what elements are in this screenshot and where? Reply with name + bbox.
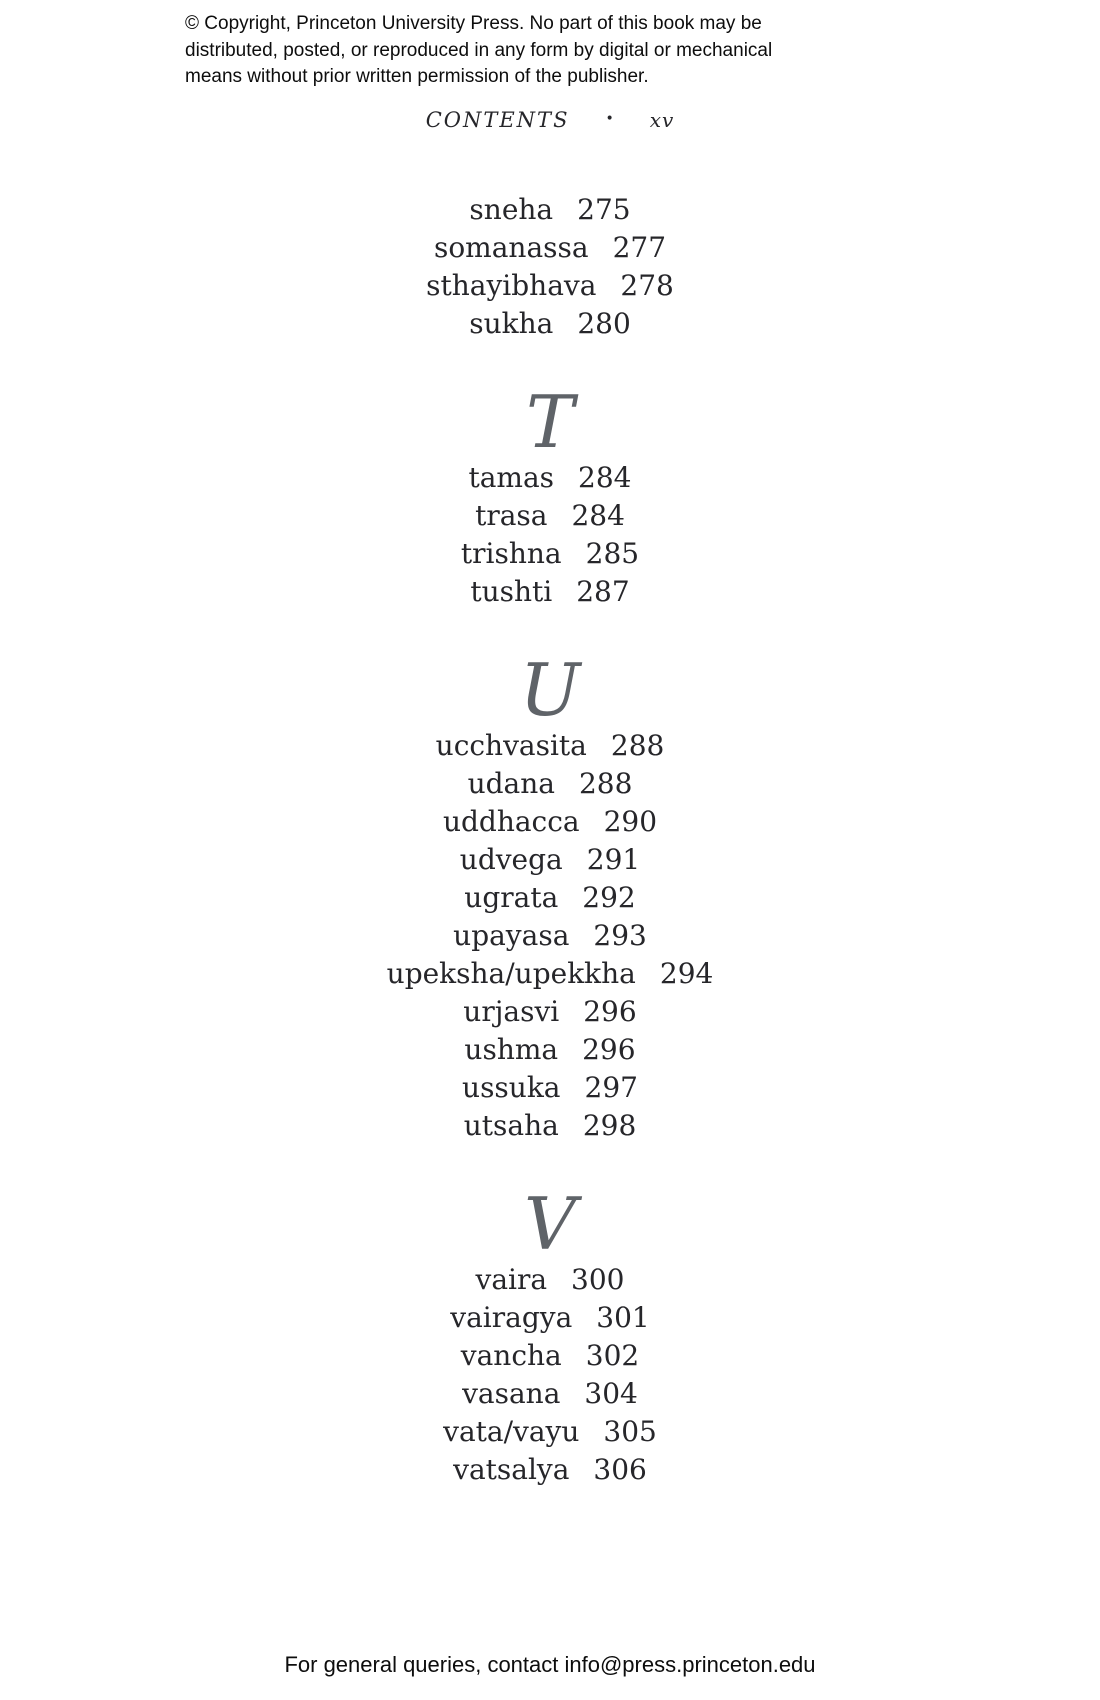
entry-page-number: 298 <box>582 1109 637 1142</box>
toc-entry <box>0 727 1100 765</box>
entry-page-number: 297 <box>584 1071 638 1104</box>
section-letter: V <box>524 1182 576 1266</box>
entry-term: vaira <box>475 1263 548 1296</box>
toc-entry <box>0 1299 1100 1337</box>
toc-entry <box>0 573 1100 611</box>
entry-term: vatsalya <box>453 1453 570 1486</box>
entry-term: utsaha <box>463 1109 559 1142</box>
page-number-roman: xv <box>649 108 675 132</box>
entry-page-number: 277 <box>612 231 667 264</box>
entry-term: vasana <box>462 1377 561 1410</box>
entry-term: vairagya <box>450 1301 573 1334</box>
entry-page-number: 285 <box>585 537 640 570</box>
toc-entry <box>0 191 1100 229</box>
entry-term: urjasvi <box>463 995 560 1028</box>
entry-page-number: 288 <box>610 729 665 762</box>
entry-term: ucchvasita <box>435 729 587 762</box>
entry-page-number: 296 <box>582 1033 636 1066</box>
toc-entry <box>0 841 1100 879</box>
entry-page-number: 301 <box>596 1301 650 1334</box>
entry-term: vata/vayu <box>443 1415 580 1448</box>
copyright-line: distributed, posted, or reproduced in any form by digital or mechanical <box>185 39 773 61</box>
toc-entry <box>0 459 1100 497</box>
toc-entry <box>0 765 1100 803</box>
entry-term: sneha <box>469 193 554 226</box>
entry-term: upayasa <box>453 919 570 952</box>
toc-entry <box>0 879 1100 917</box>
toc-entry <box>0 1337 1100 1375</box>
contents-list <box>0 191 1100 1489</box>
toc-entry <box>0 1031 1100 1069</box>
toc-section <box>0 191 1100 343</box>
entry-page-number: 291 <box>586 843 641 876</box>
entry-page-number: 305 <box>603 1415 657 1448</box>
toc-entry <box>0 267 1100 305</box>
entry-term: tamas <box>468 461 555 494</box>
toc-section <box>0 380 1100 611</box>
footer-queries: For general queries, contact info@press.princeton.edu <box>284 1652 816 1677</box>
entry-page-number: 278 <box>620 269 674 302</box>
toc-entry <box>0 535 1100 573</box>
entry-term: ugrata <box>464 881 559 914</box>
entry-term: tushti <box>470 575 553 608</box>
entry-term: ussuka <box>462 1071 561 1104</box>
copyright-line: means without prior written permission of the publisher. <box>185 66 649 87</box>
entry-term: udana <box>467 767 555 800</box>
entry-page-number: 284 <box>578 461 632 494</box>
toc-entry <box>0 993 1100 1031</box>
entry-term: ushma <box>464 1033 559 1066</box>
toc-entry <box>0 917 1100 955</box>
toc-entry <box>0 803 1100 841</box>
toc-section <box>0 1182 1100 1489</box>
toc-entry <box>0 1107 1100 1145</box>
entry-term: trishna <box>460 537 562 570</box>
entry-page-number: 284 <box>571 499 625 532</box>
entry-page-number: 280 <box>577 307 631 340</box>
toc-section <box>0 648 1100 1145</box>
copyright-notice <box>185 11 772 91</box>
entry-page-number: 296 <box>583 995 637 1028</box>
toc-entry <box>0 1069 1100 1107</box>
entry-page-number: 287 <box>576 575 630 608</box>
toc-entry <box>0 1451 1100 1489</box>
section-letter: U <box>519 648 581 732</box>
toc-entry <box>0 229 1100 267</box>
entry-term: uddhacca <box>442 805 580 838</box>
entry-page-number: 306 <box>593 1453 647 1486</box>
entry-page-number: 288 <box>578 767 633 800</box>
entry-term: sthayibhava <box>426 269 597 302</box>
toc-entry <box>0 1375 1100 1413</box>
copyright-line: © Copyright, Princeton University Press. No part of this book may be <box>185 13 762 34</box>
entry-term: udvega <box>459 843 563 876</box>
entry-page-number: 304 <box>584 1377 638 1410</box>
toc-entry <box>0 305 1100 343</box>
toc-entry <box>0 1413 1100 1451</box>
entry-page-number: 294 <box>659 957 714 990</box>
entry-term: somanassa <box>433 231 589 264</box>
section-letter: T <box>525 380 575 464</box>
entry-term: upeksha/upekkha <box>386 957 636 990</box>
entry-term: sukha <box>469 307 554 340</box>
contents-title: CONTENTS <box>425 108 570 132</box>
entry-page-number: 290 <box>603 805 658 838</box>
entry-page-number: 302 <box>585 1339 640 1372</box>
entry-term: vancha <box>460 1339 562 1372</box>
running-header <box>0 108 1100 132</box>
toc-entry <box>0 497 1100 535</box>
entry-page-number: 275 <box>577 193 631 226</box>
entry-page-number: 292 <box>582 881 636 914</box>
toc-entry <box>0 955 1100 993</box>
entry-page-number: 293 <box>593 919 647 952</box>
toc-entry <box>0 1261 1100 1299</box>
bullet-separator-icon: • <box>605 111 614 127</box>
entry-page-number: 300 <box>571 1263 625 1296</box>
entry-term: trasa <box>475 499 548 532</box>
